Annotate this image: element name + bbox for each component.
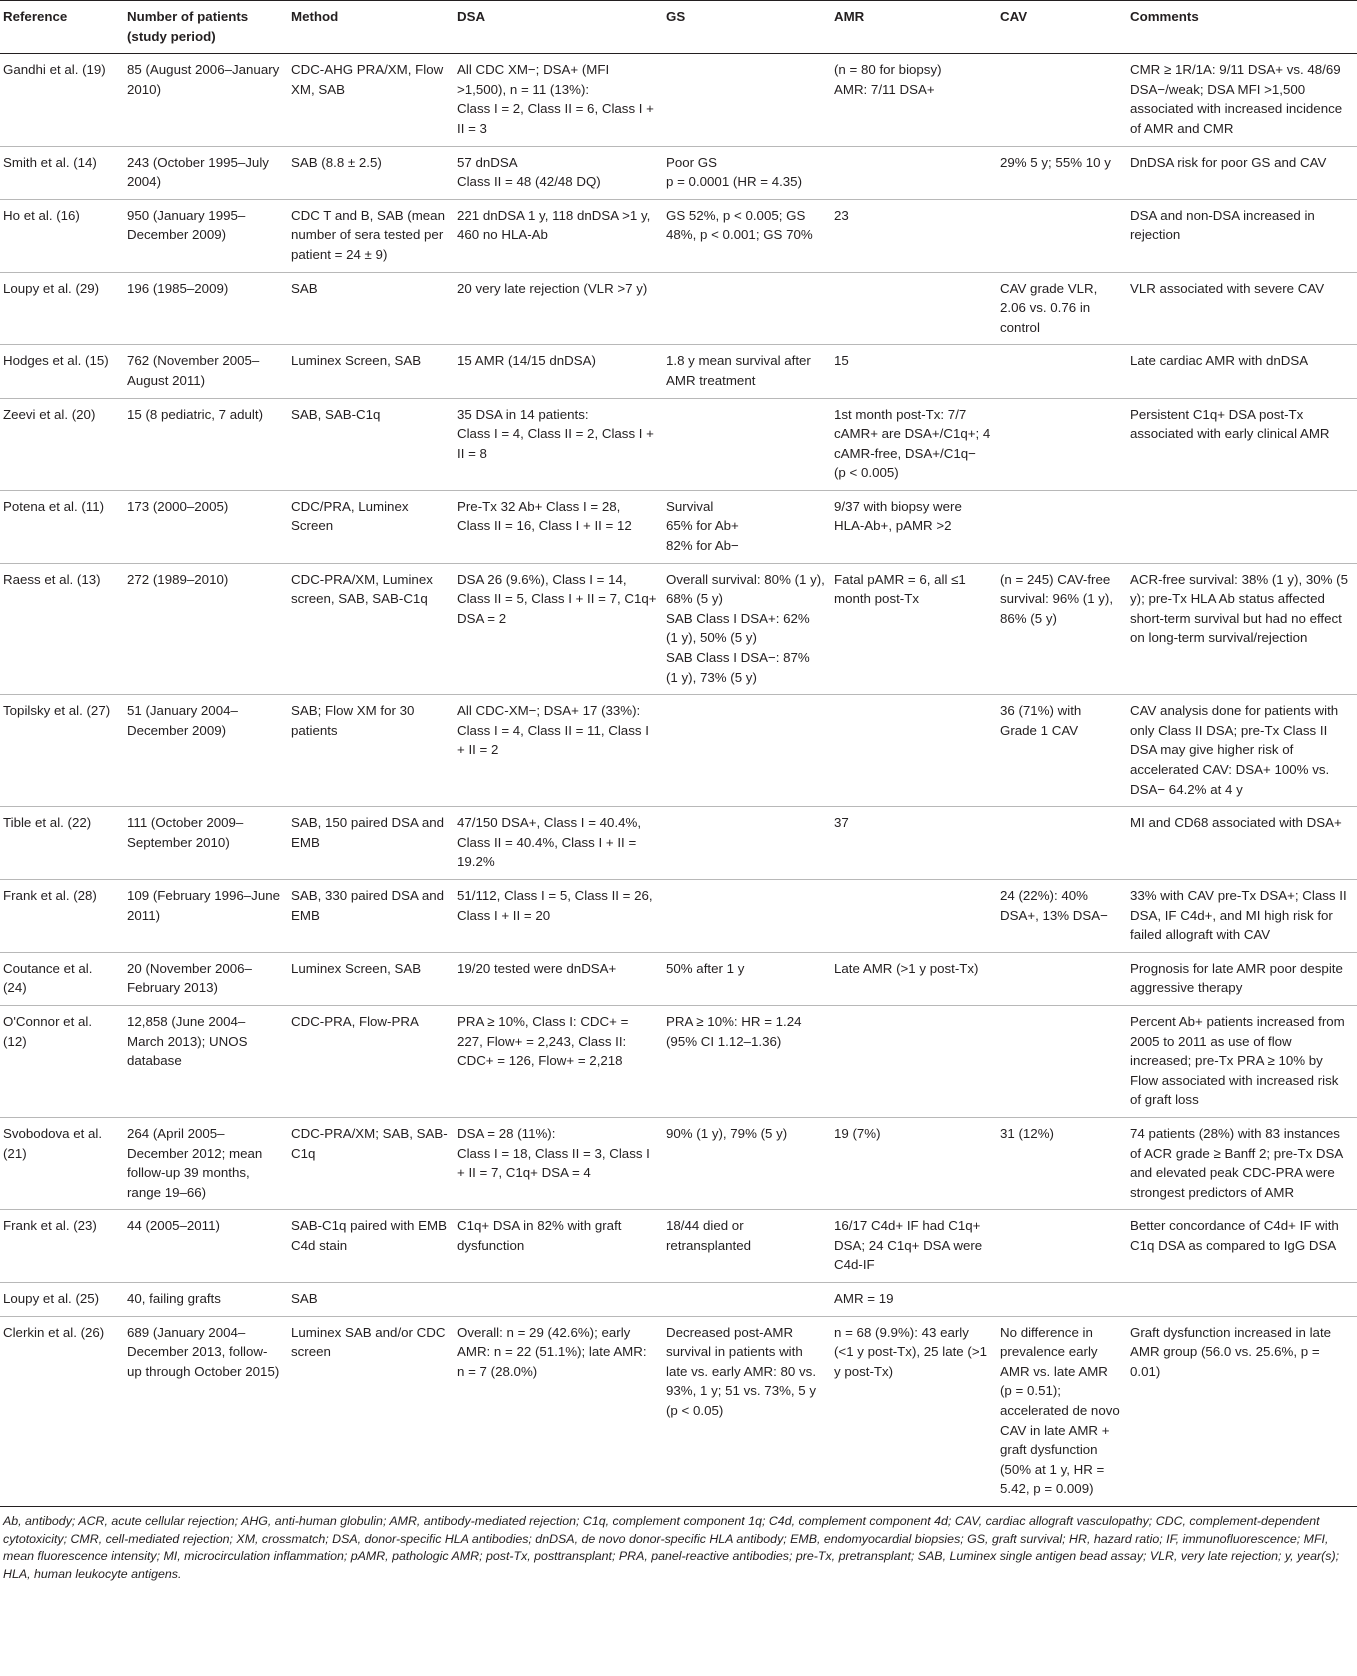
cell-dsa: Overall: n = 29 (42.6%); early AMR: n = 22 (51.1%); late AMR: n = 7 (28.0%) <box>454 1316 663 1506</box>
cell-patients: 109 (February 1996–June 2011) <box>124 879 288 952</box>
cell-reference: Loupy et al. (29) <box>0 272 124 345</box>
table-row <box>0 199 1357 272</box>
cell-comments <box>1127 490 1357 563</box>
cell-comments: MI and CD68 associated with DSA+ <box>1127 807 1357 880</box>
cell-method: SAB <box>288 272 454 345</box>
cell-method: SAB, 150 paired DSA and EMB <box>288 807 454 880</box>
cell-amr <box>831 695 997 807</box>
cell-dsa: All CDC-XM−; DSA+ 17 (33%): Class I = 4, Class II = 11, Class I + II = 2 <box>454 695 663 807</box>
cell-amr: 37 <box>831 807 997 880</box>
cell-method: Luminex Screen, SAB <box>288 952 454 1005</box>
cell-reference: Loupy et al. (25) <box>0 1283 124 1317</box>
table-row <box>0 1316 1357 1506</box>
cell-cav: (n = 245) CAV-free survival: 96% (1 y), 86% (5 y) <box>997 563 1127 695</box>
table-row <box>0 879 1357 952</box>
cell-gs <box>663 54 831 146</box>
table-row <box>0 807 1357 880</box>
table-row <box>0 272 1357 345</box>
cell-reference: Hodges et al. (15) <box>0 345 124 398</box>
cell-patients: 20 (November 2006–February 2013) <box>124 952 288 1005</box>
header-reference: Reference <box>0 1 124 54</box>
cell-cav <box>997 345 1127 398</box>
cell-gs: Poor GS p = 0.0001 (HR = 4.35) <box>663 146 831 199</box>
cell-cav: No difference in prevalence early AMR vs. late AMR (p = 0.51); accelerated de novo CAV in late AMR + graft dysfunction (50% at 1 y, HR = 5.42, p = 0.009) <box>997 1316 1127 1506</box>
cell-patients: 40, failing grafts <box>124 1283 288 1317</box>
cell-comments: Percent Ab+ patients increased from 2005 to 2011 as use of flow increased; pre-Tx PRA ≥ 10% by Flow associated with increased risk of graft loss <box>1127 1005 1357 1117</box>
table-row <box>0 1117 1357 1209</box>
cell-amr <box>831 272 997 345</box>
cell-method: Luminex Screen, SAB <box>288 345 454 398</box>
cell-cav: CAV grade VLR, 2.06 vs. 0.76 in control <box>997 272 1127 345</box>
table-row <box>0 563 1357 695</box>
cell-amr <box>831 146 997 199</box>
cell-method: CDC-PRA/XM, Luminex screen, SAB, SAB-C1q <box>288 563 454 695</box>
cell-comments: Prognosis for late AMR poor despite aggressive therapy <box>1127 952 1357 1005</box>
cell-comments: 33% with CAV pre-Tx DSA+; Class II DSA, IF C4d+, and MI high risk for failed allograft with CAV <box>1127 879 1357 952</box>
cell-patients: 15 (8 pediatric, 7 adult) <box>124 398 288 490</box>
cell-gs <box>663 879 831 952</box>
header-row <box>0 1 1357 54</box>
table-row <box>0 490 1357 563</box>
cell-reference: Potena et al. (11) <box>0 490 124 563</box>
cell-dsa: 20 very late rejection (VLR >7 y) <box>454 272 663 345</box>
cell-patients: 762 (November 2005–August 2011) <box>124 345 288 398</box>
cell-gs: Survival 65% for Ab+ 82% for Ab− <box>663 490 831 563</box>
cell-dsa: 15 AMR (14/15 dnDSA) <box>454 345 663 398</box>
cell-dsa: All CDC XM−; DSA+ (MFI >1,500), n = 11 (13%): Class I = 2, Class II = 6, Class I + II = 3 <box>454 54 663 146</box>
cell-cav: 36 (71%) with Grade 1 CAV <box>997 695 1127 807</box>
cell-method: SAB, SAB-C1q <box>288 398 454 490</box>
cell-patients: 44 (2005–2011) <box>124 1210 288 1283</box>
cell-comments: VLR associated with severe CAV <box>1127 272 1357 345</box>
table-row <box>0 695 1357 807</box>
cell-amr: Fatal pAMR = 6, all ≤1 month post-Tx <box>831 563 997 695</box>
cell-dsa: 35 DSA in 14 patients: Class I = 4, Class II = 2, Class I + II = 8 <box>454 398 663 490</box>
cell-method: CDC-PRA, Flow-PRA <box>288 1005 454 1117</box>
cell-cav <box>997 1210 1127 1283</box>
table-row <box>0 345 1357 398</box>
cell-reference: Gandhi et al. (19) <box>0 54 124 146</box>
cell-reference: O'Connor et al. (12) <box>0 1005 124 1117</box>
cell-reference: Topilsky et al. (27) <box>0 695 124 807</box>
cell-method: SAB, 330 paired DSA and EMB <box>288 879 454 952</box>
cell-dsa: Pre-Tx 32 Ab+ Class I = 28, Class II = 16, Class I + II = 12 <box>454 490 663 563</box>
cell-reference: Raess et al. (13) <box>0 563 124 695</box>
table-row <box>0 1210 1357 1283</box>
cell-cav: 29% 5 y; 55% 10 y <box>997 146 1127 199</box>
cell-dsa: 221 dnDSA 1 y, 118 dnDSA >1 y, 460 no HLA-Ab <box>454 199 663 272</box>
cell-dsa: 57 dnDSA Class II = 48 (42/48 DQ) <box>454 146 663 199</box>
cell-reference: Zeevi et al. (20) <box>0 398 124 490</box>
cell-dsa: C1q+ DSA in 82% with graft dysfunction <box>454 1210 663 1283</box>
table-row <box>0 398 1357 490</box>
cell-cav <box>997 807 1127 880</box>
cell-comments: CMR ≥ 1R/1A: 9/11 DSA+ vs. 48/69 DSA−/weak; DSA MFI >1,500 associated with increased incidence of AMR and CMR <box>1127 54 1357 146</box>
cell-patients: 950 (January 1995–December 2009) <box>124 199 288 272</box>
cell-reference: Svobodova et al. (21) <box>0 1117 124 1209</box>
header-gs: GS <box>663 1 831 54</box>
cell-amr: 23 <box>831 199 997 272</box>
cell-method: CDC-AHG PRA/XM, Flow XM, SAB <box>288 54 454 146</box>
cell-cav <box>997 199 1127 272</box>
cell-patients: 51 (January 2004–December 2009) <box>124 695 288 807</box>
cell-comments: Persistent C1q+ DSA post-Tx associated with early clinical AMR <box>1127 398 1357 490</box>
table-row <box>0 146 1357 199</box>
cell-patients: 196 (1985–2009) <box>124 272 288 345</box>
cell-cav <box>997 952 1127 1005</box>
cell-comments: DnDSA risk for poor GS and CAV <box>1127 146 1357 199</box>
cell-amr: 19 (7%) <box>831 1117 997 1209</box>
cell-cav <box>997 1283 1127 1317</box>
cell-comments <box>1127 1283 1357 1317</box>
cell-amr <box>831 879 997 952</box>
cell-amr: 9/37 with biopsy were HLA-Ab+, pAMR >2 <box>831 490 997 563</box>
cell-cav <box>997 490 1127 563</box>
cell-gs: Decreased post-AMR survival in patients with late vs. early AMR: 80 vs. 93%, 1 y; 51 vs. 73%, 5 y (p < 0.05) <box>663 1316 831 1506</box>
cell-amr: (n = 80 for biopsy) AMR: 7/11 DSA+ <box>831 54 997 146</box>
cell-patients: 111 (October 2009–September 2010) <box>124 807 288 880</box>
cell-comments: ACR-free survival: 38% (1 y), 30% (5 y); pre-Tx HLA Ab status affected short-term survival but had no effect on long-term survival/rejection <box>1127 563 1357 695</box>
cell-method: CDC T and B, SAB (mean number of sera tested per patient = 24 ± 9) <box>288 199 454 272</box>
cell-gs: Overall survival: 80% (1 y), 68% (5 y) SAB Class I DSA+: 62% (1 y), 50% (5 y) SAB Class I DSA−: 87% (1 y), 73% (5 y) <box>663 563 831 695</box>
cell-gs: 90% (1 y), 79% (5 y) <box>663 1117 831 1209</box>
cell-comments: Better concordance of C4d+ IF with C1q DSA as compared to IgG DSA <box>1127 1210 1357 1283</box>
cell-patients: 272 (1989–2010) <box>124 563 288 695</box>
cell-reference: Smith et al. (14) <box>0 146 124 199</box>
cell-amr: 15 <box>831 345 997 398</box>
cell-comments: DSA and non-DSA increased in rejection <box>1127 199 1357 272</box>
cell-dsa: DSA 26 (9.6%), Class I = 14, Class II = 5, Class I + II = 7, C1q+ DSA = 2 <box>454 563 663 695</box>
cell-comments: Late cardiac AMR with dnDSA <box>1127 345 1357 398</box>
cell-dsa: 19/20 tested were dnDSA+ <box>454 952 663 1005</box>
cell-method: CDC/PRA, Luminex Screen <box>288 490 454 563</box>
table-row <box>0 54 1357 146</box>
cell-cav <box>997 1005 1127 1117</box>
cell-comments: 74 patients (28%) with 83 instances of ACR grade ≥ Banff 2; pre-Tx DSA and elevated peak CDC-PRA were strongest predictors of AMR <box>1127 1117 1357 1209</box>
cell-method: SAB (8.8 ± 2.5) <box>288 146 454 199</box>
cell-dsa <box>454 1283 663 1317</box>
cell-patients: 85 (August 2006–January 2010) <box>124 54 288 146</box>
cell-reference: Coutance et al. (24) <box>0 952 124 1005</box>
table-footnote: Ab, antibody; ACR, acute cellular rejection; AHG, anti-human globulin; AMR, antibody-mediated rejection; C1q, complement component 1q; C4d, complement component 4d; CAV, cardiac allograft vasculopathy; CDC, complement-dependent cytotoxicity; CMR, cell-mediated rejection; XM, crossmatch; DSA, donor-specific HLA antibodies; dnDSA, de novo donor-specific HLA antibody; EMB, endomyocardial biopsies; GS, graft survival; HR, hazard ratio; IF, immunofluorescence; MFI, mean fluorescence intensity; MI, microcirculation inflammation; pAMR, pathologic AMR; post-Tx, posttransplant; PRA, panel-reactive antibodies; pre-Tx, pretransplant; SAB, Luminex single antigen bead assay; VLR, very late rejection; y, year(s); HLA, human leukocyte antigens. <box>3 1514 1340 1581</box>
cell-gs: 50% after 1 y <box>663 952 831 1005</box>
header-method: Method <box>288 1 454 54</box>
cell-amr <box>831 1005 997 1117</box>
cell-method: SAB-C1q paired with EMB C4d stain <box>288 1210 454 1283</box>
cell-amr: 16/17 C4d+ IF had C1q+ DSA; 24 C1q+ DSA were C4d-IF <box>831 1210 997 1283</box>
table-row <box>0 952 1357 1005</box>
cell-gs <box>663 695 831 807</box>
cell-dsa: DSA = 28 (11%): Class I = 18, Class II = 3, Class I + II = 7, C1q+ DSA = 4 <box>454 1117 663 1209</box>
cell-gs: 18/44 died or retransplanted <box>663 1210 831 1283</box>
header-dsa: DSA <box>454 1 663 54</box>
header-amr: AMR <box>831 1 997 54</box>
cell-method: SAB <box>288 1283 454 1317</box>
cell-reference: Frank et al. (23) <box>0 1210 124 1283</box>
table-row <box>0 1283 1357 1317</box>
cell-gs <box>663 272 831 345</box>
header-patients: Number of patients (study period) <box>124 1 288 54</box>
cell-comments: Graft dysfunction increased in late AMR group (56.0 vs. 25.6%, p = 0.01) <box>1127 1316 1357 1506</box>
cell-amr: 1st month post-Tx: 7/7 cAMR+ are DSA+/C1q+; 4 cAMR-free, DSA+/C1q− (p < 0.005) <box>831 398 997 490</box>
cell-cav: 24 (22%): 40% DSA+, 13% DSA− <box>997 879 1127 952</box>
header-comments: Comments <box>1127 1 1357 54</box>
cell-reference: Frank et al. (28) <box>0 879 124 952</box>
cell-patients: 173 (2000–2005) <box>124 490 288 563</box>
header-cav: CAV <box>997 1 1127 54</box>
cell-gs: PRA ≥ 10%: HR = 1.24 (95% CI 1.12–1.36) <box>663 1005 831 1117</box>
cell-method: Luminex SAB and/or CDC screen <box>288 1316 454 1506</box>
cell-method: SAB; Flow XM for 30 patients <box>288 695 454 807</box>
cell-amr: Late AMR (>1 y post-Tx) <box>831 952 997 1005</box>
cell-amr: n = 68 (9.9%): 43 early (<1 y post-Tx), 25 late (>1 y post-Tx) <box>831 1316 997 1506</box>
cell-gs <box>663 807 831 880</box>
table-row <box>0 1005 1357 1117</box>
table-body <box>0 54 1357 1507</box>
cell-reference: Tible et al. (22) <box>0 807 124 880</box>
cell-patients: 689 (January 2004–December 2013, follow-up through October 2015) <box>124 1316 288 1506</box>
cell-gs <box>663 398 831 490</box>
cell-method: CDC-PRA/XM; SAB, SAB-C1q <box>288 1117 454 1209</box>
cell-cav <box>997 54 1127 146</box>
cell-patients: 264 (April 2005–December 2012; mean follow-up 39 months, range 19–66) <box>124 1117 288 1209</box>
cell-dsa: 47/150 DSA+, Class I = 40.4%, Class II = 40.4%, Class I + II = 19.2% <box>454 807 663 880</box>
cell-gs: 1.8 y mean survival after AMR treatment <box>663 345 831 398</box>
cell-cav <box>997 398 1127 490</box>
cell-patients: 12,858 (June 2004–March 2013); UNOS database <box>124 1005 288 1117</box>
cell-amr: AMR = 19 <box>831 1283 997 1317</box>
cell-dsa: 51/112, Class I = 5, Class II = 26, Class I + II = 20 <box>454 879 663 952</box>
cell-gs: GS 52%, p < 0.005; GS 48%, p < 0.001; GS 70% <box>663 199 831 272</box>
cell-gs <box>663 1283 831 1317</box>
cell-cav: 31 (12%) <box>997 1117 1127 1209</box>
cell-dsa: PRA ≥ 10%, Class I: CDC+ = 227, Flow+ = 2,243, Class II: CDC+ = 126, Flow+ = 2,218 <box>454 1005 663 1117</box>
cell-reference: Clerkin et al. (26) <box>0 1316 124 1506</box>
cell-reference: Ho et al. (16) <box>0 199 124 272</box>
cell-comments: CAV analysis done for patients with only Class II DSA; pre-Tx Class II DSA may give higher risk of accelerated CAV: DSA+ 100% vs. DSA− 64.2% at 4 y <box>1127 695 1357 807</box>
cell-patients: 243 (October 1995–July 2004) <box>124 146 288 199</box>
